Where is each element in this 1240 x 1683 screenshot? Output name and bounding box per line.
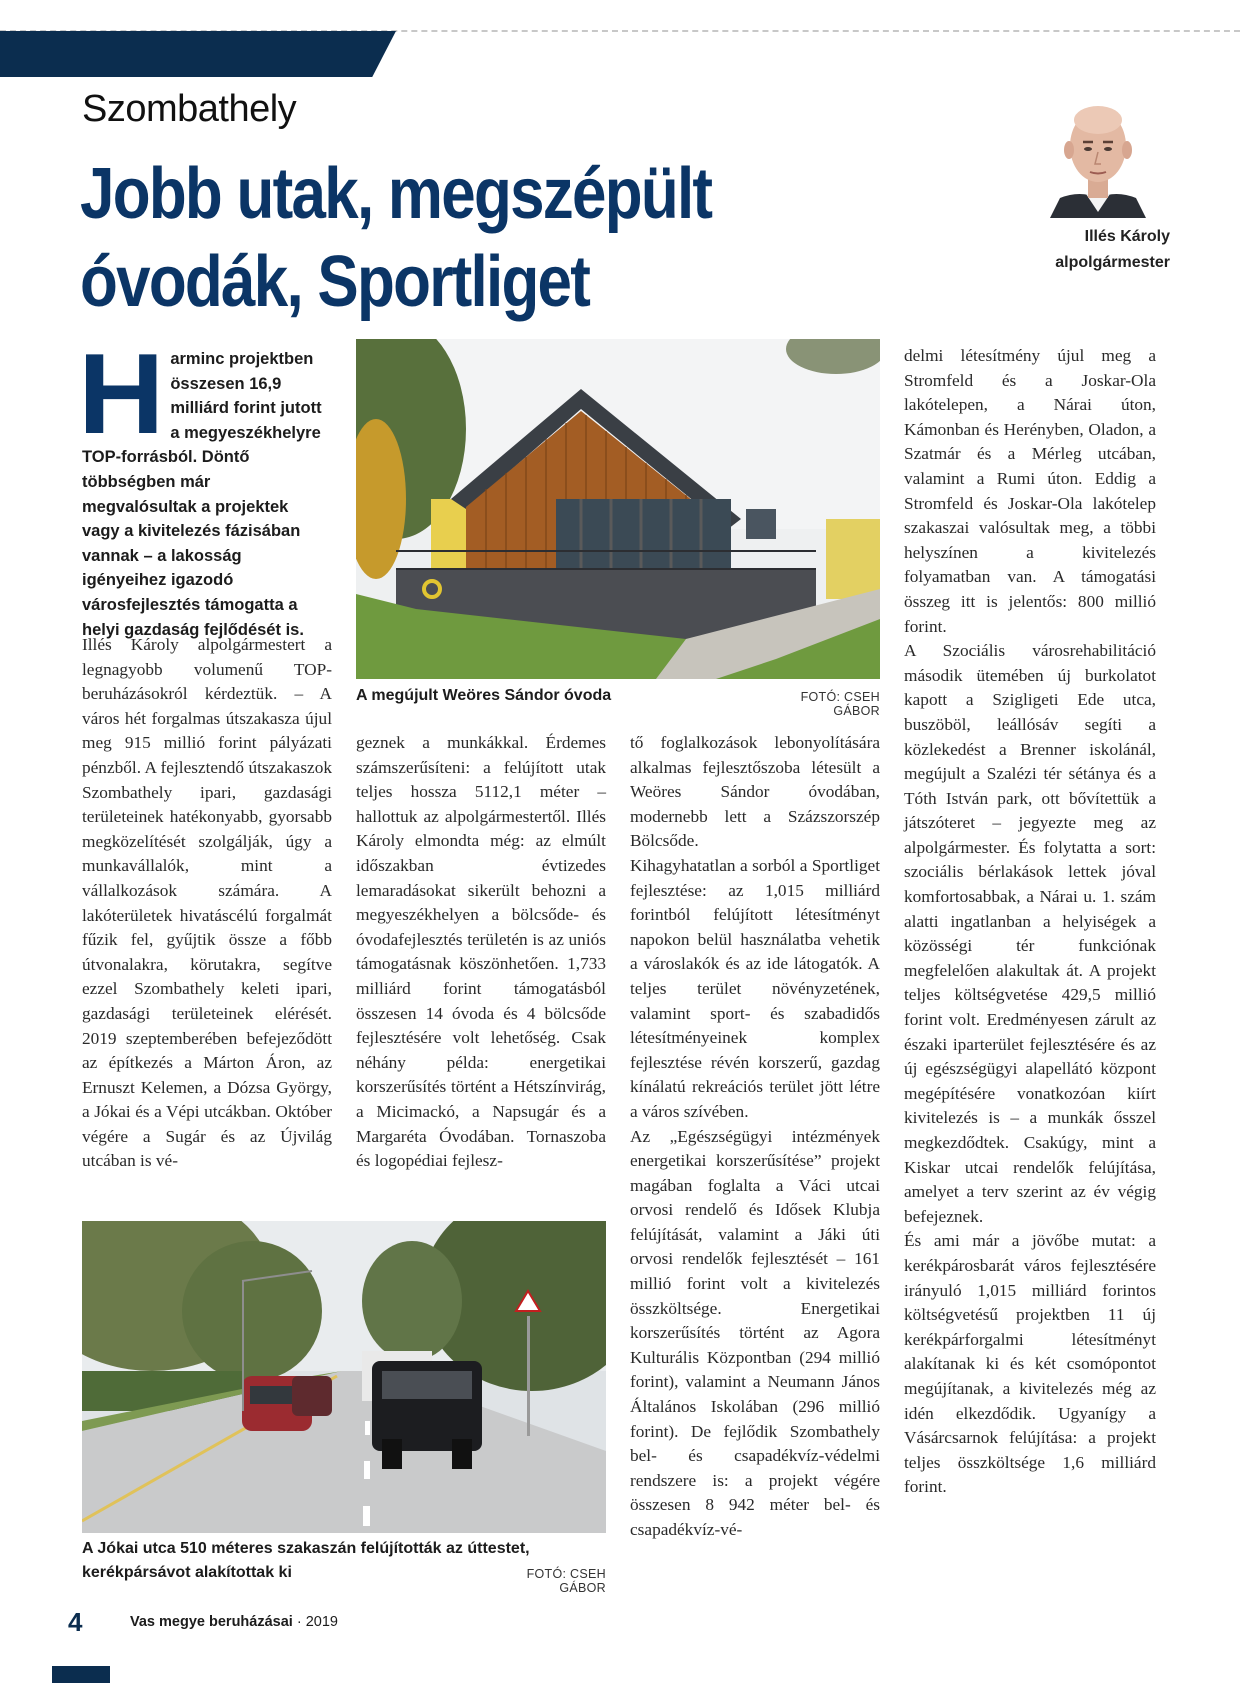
- kindergarten-photo: [356, 339, 880, 679]
- portrait-photo: [1050, 94, 1146, 218]
- street-photo-credit: FOTÓ: CSEH GÁBOR: [526, 1567, 606, 1595]
- page-number: 4: [68, 1607, 83, 1637]
- footer-tab: [52, 1666, 110, 1683]
- body-column-4: [904, 344, 1156, 1500]
- person-caption: [1055, 224, 1170, 276]
- publication-name: Vas megye beruházásai: [130, 1614, 293, 1630]
- section-kicker: Szombathely: [82, 88, 297, 130]
- drop-cap: H: [77, 331, 165, 458]
- street-caption-line-2: kerékpársávot alakítottak ki: [82, 1564, 292, 1581]
- body-paragraph: A Szociális városrehabilitáció második ütemében új burkolatot kapott a Szigligeti Ede utca, buszöböl, leállósáv segíti a közlekedést a Brenner iskolánál, megújult a Szalézi tér sétánya és a Tóth István park, ott bővítettük a játszóteret – jegyezte meg az alpolgármester. És folytatta a sort: szociális bérlakások lettek jóval komfortosabbak, a Nárai u. 1. szám alatti ingatlanban a helyiségek a közösségi tér funkciónak megfelelően alakultak át. A projekt teljes költségvetése 429,5 millió forint volt. Eredményesen zárult az északi iparterület fejlesztésére és az új egészségügyi alapellátó központ megépítésére vonatkozóan kiírt kivitelezés is – a munkák ősszel megkezdődtek. Csakúgy, mint a Kiskar utcai rendelők felújítása, amelyet a terv szerint az év végig befejeznek.: [904, 641, 1156, 1226]
- headline-line-1: Jobb utak, megszépült: [80, 154, 712, 234]
- headline-line-2: óvodák, Sportliget: [80, 242, 590, 322]
- body-column-2: [356, 731, 606, 1174]
- street-image: [82, 1221, 606, 1533]
- article-headline: [80, 150, 734, 326]
- street-photo: [82, 1221, 606, 1533]
- lead-text: arminc projektben összesen 16,9 milliárd forint jutott a megyeszékhelyre TOP-forrásból. Döntő többségben már megvalósultak a projektek vagy a kivitelezés fázisában vannak – a lakosság igényeihez igazodó városfejlesztés támogatta a helyi gazdaság fejlődését is.: [82, 350, 322, 639]
- body-paragraph: És ami már a jövőbe mutat: a kerékpárosbarát város fejlesztésére irányuló 1,015 milliárd forintos költségvetésű projektben 11 új kerékpárforgalmi létesítményt alakítanak ki és két csomópontot megújítanak, a kivitelezés még az idén elkezdődik. Ugyanígy a Vásárcsarnok felújítása: a projekt teljes összköltsége 1,6 milliárd forint.: [904, 1231, 1156, 1497]
- body-paragraph: tő foglalkozások lebonyolítására alkalmas fejlesztőszoba létesült a Weöres Sándor óvodában, modernebb lett a Százszorszép Bölcsőde.: [630, 733, 880, 851]
- header-band: [0, 31, 396, 77]
- body-column-3: [630, 731, 880, 1543]
- body-paragraph: Az „Egészségügyi intézmények energetikai korszerűsítése” projekt magában foglalta a Váci utcai orvosi rendelő és Idősek Klubja felújítását, valamint a Jáki úti orvosi rendelők fejlesztését – 161 millió forint volt a kivitelezés összköltsége. Energetikai korszerűsítés történt az Agora Kulturális Központban (294 millió forint), valamint a Neumann János Általános Iskolában (296 millió forint). De fejlődik Szombathely bel- és csapadékvíz-védelmi rendszere is: a projekt végére összesen 8 942 méter bel- és csapadékvíz-vé-: [630, 1126, 880, 1539]
- footer-publication: [130, 1614, 338, 1630]
- kindergarten-image: [356, 339, 880, 679]
- street-caption-line-1: A Jókai utca 510 méteres szakaszán felújították az úttestet,: [82, 1540, 530, 1557]
- publication-year: 2019: [305, 1614, 338, 1630]
- body-column-1: [82, 633, 332, 1174]
- kindergarten-photo-credit: FOTÓ: CSEH GÁBOR: [800, 690, 880, 718]
- body-paragraph: delmi létesítmény újul meg a Stromfeld és a Joskar-Ola lakótelepen, a Nárai úton, Kámonban és Herényben, Oladon, a Szatmár és a Mérleg utcában, valamint a Rumi úton. Eddig a Stromfeld és Joskar-Ola lakótelep szakaszai valósultak meg, a többi helyszínen a kivitelezés folyamatban van. A támogatási összeg itt is jelentős: 800 millió forint.: [904, 346, 1156, 636]
- body-paragraph: Illés Károly alpolgármestert a legnagyobb volumenű TOP-beruházásokról kérdeztük. – A város hét forgalmas útszakasza újul meg 915 millió forint pályázati pénzből. A fejlesztendő útszakaszok Szombathely ipari, gazdasági területeinek hatékonyabb, gyorsabb megközelítését szolgálják, úgy a munkavállalók, mint a vállalkozások számára. A lakóterületek hivatáscélú forgalmát fűzik fel, gyűjtik össze a főbb útvonalakra, körutakra, segítve ezzel Szombathely keleti ipari, gazdasági területeinek elérését. 2019 szeptemberében befejeződött az építkezés a Márton Áron, az Ernuszt Kelemen, a Dózsa György, a Jókai és a Vépi utcákban. Október végére a Sugár és az Újvilág utcában is vé-: [82, 635, 332, 1171]
- body-paragraph: Kihagyhatatlan a sorból a Sportliget fejlesztése: az 1,015 milliárd forintból felújított létesítményt napokon belül használatba vehetik a városlakók és az ide látogatók. A teljes terület növényzetének, valamint sport- és szabadidős létesítményeinek komplex fejlesztése révén korszerű, gazdag kínálatú rekreációs terület jött létre a város szívében.: [630, 855, 880, 1121]
- person-title: alpolgármester: [1055, 254, 1170, 271]
- lead-paragraph: [77, 331, 328, 642]
- footer-separator: ·: [292, 1614, 306, 1630]
- kindergarten-caption: A megújult Weöres Sándor óvoda: [356, 687, 612, 704]
- person-name: Illés Károly: [1084, 228, 1170, 245]
- person-portrait-image: [1050, 94, 1146, 218]
- body-paragraph: geznek a munkákkal. Érdemes számszerűsíteni: a felújított utak teljes hossza 5112,1 méter – hallottuk az alpolgármestertől. Illés Károly elmondta még: az elmúlt időszakban évtizedes lemaradásokat sikerült behozni a megyeszékhelyen a bölcsőde- és óvodafejlesztés területén is az uniós támogatásnak köszönhetően. 1,733 milliárd forint támogatásból összesen 14 óvoda és 4 bölcsőde fejlesztésére volt lehetőség. Csak néhány példa: energetikai korszerűsítés történt a Hétszínvirág, a Micimackó, a Napsugár és a Margaréta Óvodában. Tornaszoba és logopédiai fejlesz-: [356, 733, 606, 1171]
